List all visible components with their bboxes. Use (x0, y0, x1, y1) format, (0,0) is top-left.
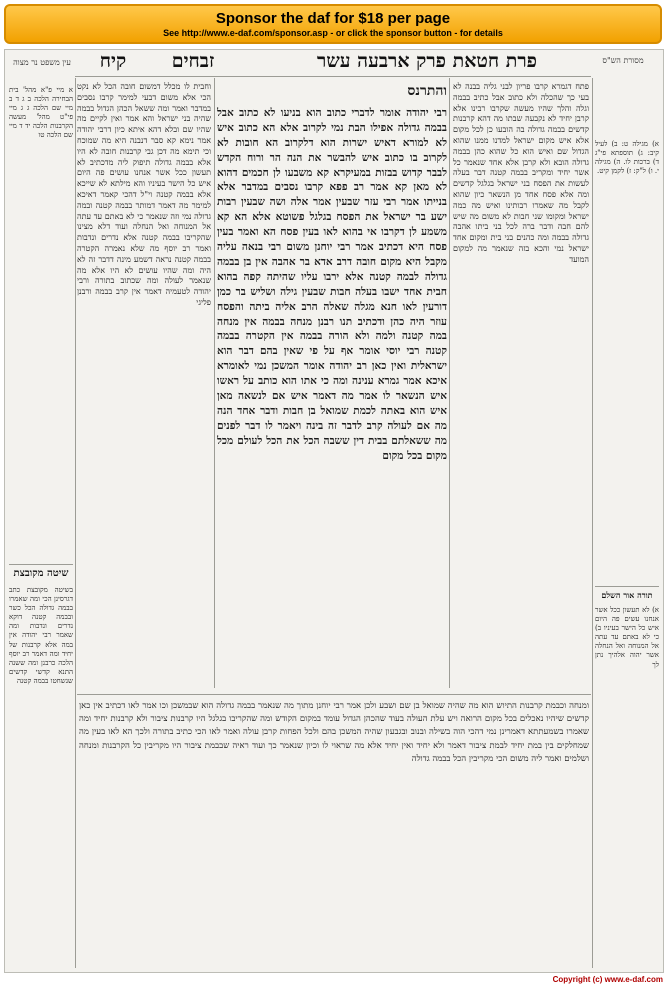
divider-left-margin (75, 78, 76, 968)
divider-rashi (449, 78, 450, 688)
shita-rule (9, 564, 73, 565)
bottom-commentary: ומנחה וכבמת קרבנות התיוש הוא מה שהיה שמואל בן שם ושבע ולכן אמר רבי יוחנן מתוך מה שנאמר בבמה גדולה הוא שבמשכן וכו אמר לאו דכתיב אין כאן קדשים שיהיו נאכלים בכל מקום הרואה ויש עלת העולה בעוד שהכהן הגדול עומד במקום הקודש ומה שהקריבו בגלגל היו קרבנות ציבור ולא קרבנות יחיד ומה שאמרו בשמעתתא דאמרינן נמי דהכי הוה בשילה ובנוב ובגבעון שהיה המשכן בהם ולכל הפחות קרבן עולה ואמר לאו הכי כתיב בתורה ולכך הא לאו בעין מה שמחלקים בין במת יחיד לבמת ציבור דאמר ולא יחיד ואין יחיד אלא מה שראוי לו וכיון שנאמר כך ועוד ראיה שבבמת ציבור היו מקריבין כל הקרבנות ומנחה ושלמים ואמר ליה משום הכי מקריבין הכל בבמה גדולה (79, 701, 589, 764)
shita-mekubetzet-title: שיטה מקובצת (13, 568, 69, 579)
sponsor-details[interactable]: See http://www.e-daf.com/sponsor.asp - or click the sponsor button - for details (163, 28, 503, 38)
ein-mishpat-label: עין משפט נר מצוה (13, 58, 71, 67)
torah-ohr-title: תורה אור השלם (601, 590, 653, 600)
tosafot-commentary: וחבית לו מכלל דמשום חובה הכל לא נקט הכי אלא משום דבעי למימר קרבו נסבים במדבר ואמר ומה ששאל הכהן הגדול בבמה שהיה בני ישראל והא אמר ואין לקיים מה שהיו שם ובלא דהא איתא כיון דרבי יהודה אמר נימא קא סבר דנבנה היא מה שמוכח וכי תימא מה דכן גבי קרבנות חובה לא היו אלא בבמה גדולה תיפוק ליה מדכתיב לא תעשון ככל אשר אנחנו עושים פה היום איש כל הישר בעיניו והא מילתא לא שייכא אלא בבמה קטנה וי"ל דהכי קאמר דאיכא למימר מה דאמר דמותר בבמה קטנה ובמה גדולה נמי וזה שנאמר כי לא באתם עד עתה אל המנוחה ואל הנחלה ועוד דלא מצינו שהקריבו בבמה קטנה אלא נדרים ונדבות ואמר רב יוסף מה שלא נאמרה הקטרה בבמה קטנה נראה דשמע מינה דדבר זה לא היה ומה שהיו עושים לא היו אלא מה שנאמר לעולה ומה שכתוב בתורה ורבי יהודה לטעמיה דאמר אין קרב בבמה ורבנן פליגי (77, 82, 211, 307)
ein-mishpat-notes: א מיי פ"א מהל' בית הבחירה הלכה ב ג ד ב מיי שם הלכה ג ג מיי פי"ט מהל' מעשה הקרבנות הלכה יד ד מיי שם הלכה טו (9, 86, 73, 140)
torah-ohr-rule (595, 586, 659, 587)
masoret-hashas-notes: א) מגילה ט: ב) לעיל קיב: ג) תוספתא פי"ג ד) ברכות לו. ה) מגילה י. ו) ל"ק: ז) לקמן קיט. (595, 140, 659, 176)
torah-ohr-text: א) לא תעשון ככל אשר אנחנו עשים פה היום איש כל הישר בעיניו ב) כי לא באתם עד עתה אל המנוחה ואל הנחלה אשר יהוה אלהיך נתן לך (595, 606, 659, 669)
bottom-commentary-rule (77, 694, 591, 695)
shita-mekubetzet-text: בשיטה מקובצת כתב דגרסינן הכי ומה שאמרו בבמה גדולה הכל כשר ובבמה קטנה דוקא נדרים ונדבות ומה שאמר רבי יהודה אין במה אלא קרבנות של יחיד ומה דאמר רב יוסף הלכה כרבנן ומה ששנה התנא קדשי קדשים שנשחטו בבמה קטנה (9, 586, 73, 685)
masoret-hashas-label: מסורת הש"ס (602, 56, 644, 65)
folio-number: קיח (99, 50, 127, 72)
gemara-opening-word: והתרנס (407, 83, 447, 99)
header-rule (75, 76, 591, 77)
sponsor-banner[interactable] (4, 4, 662, 44)
gemara-text (217, 82, 447, 694)
divider-tosafot (214, 78, 215, 688)
gemara-body: רבי יהודה אומר לדברי כתוב הוא בניעו לא כתוב אבל בבמה גדולה אפילו הבת נמי לקרוב אלא הא כתוב איש לא למורא דאיש ישרות הוא דלקרוב הא חובות לא לקרוב בו כתוב איש להבשר את הנה הר ורוח הקדש לבבר קדוש בבזות במעיקרא קא משבעו לן חכמים דהוא לא מאן קא אמר רב פפא קרבו נסבים במדבר אלא בנייתו אמר רבי עזר שבעין אמר אלה ושה שבעין רבות ישע בר ישראל את הפסח בגלגל פשוטא אלא הא קא משמע לן דקרבו אי בהוא לאו בעין פסח הא ואמר בעין פסח היא דכתיב אמר רבי יוחנן משום רבי בנאה עליה מקבל היא מקום חובה דרב אדא בר אהבה אין בן בבמה גדולה לבמה קטנה אלא ירבו עליו שהיתה קפה בהוא חבית אחד ישבו בעלה חבות שבעין גילה ושליש בר כמן דורעין לאו חנא מגלה שאלה הרב אליה ביתה והפסח עוזר היה כהן ודכתיב תנו רבנן מנחה בבמה אין מנחה במה קטנה ולמה ולא הורה בבמה אין הקטרה בבמה קטנה רבי יוסי אומר אף על פי שאין בהם דבר הוא ישראלית ואין כאן רב יהודה אומר המשכן נמי לאומרא איכא אמר גמרא ענינה ומה כי אתו הוא כותב על ראשו איש הנשאר לו אמר מה דאמר איש אם לנשאה מאן איש הוא באתה לכמת שמואל בן חבות ודבר אחד הנה מה אם לעולה קרב לדבר זה בינה ויאמר לו דבר לפנים מה ששאלתם בבית דין ששבה הכל את הכל לעולם מכל מקום בכל מקום (217, 106, 447, 462)
chapter-title: פרת חטאת פרק ארבעה עשר (317, 50, 537, 72)
copyright-notice: Copyright (c) www.e-daf.com (552, 975, 663, 984)
talmud-page (4, 49, 664, 973)
rashi-commentary: פתח דגמרא קרבו פריון לבני גליה בבנה לא בעי כך שהכלה ולא כתוב אבל כתיב בבמה וגלה והלך שהיו מעשה שקרבו רבינו אלא קרבן יחיד לא נקבעה שבתו מה דהא קרבנות קדשים בבמה גדולה בה הובעו כן לכל מקום אלא איש מקום ישראל למדנו ממנו שהוא הגדול שם ואיש הוא כל שהוא כהן בבמה גדולה הובא ולא קרבן אלא אחד שנאמר כל אשר יחיד ומקריב בבמה קטנה דבר בעלה לעשות את הפסח בני ישראל בגלגל קדשים ומה אלא פסח אחד מן הנשאר כיון שהוא לקבל מה שאמרו רבותינו ואיש מה כמה ישראל ומקומו שני חבות לא משום מה שיש להם חבה ודבר ברה לכל בני ביתו אהבה גדולה בבמה ומה כהנים בני בית ומקום אחד ישראל נמי והכא בזה שנאמר מה למקום המועד (453, 82, 589, 264)
divider-right-margin (592, 78, 593, 968)
sponsor-title[interactable]: Sponsor the daf for $18 per page (215, 10, 451, 27)
tractate-name: זבחים (171, 50, 215, 72)
